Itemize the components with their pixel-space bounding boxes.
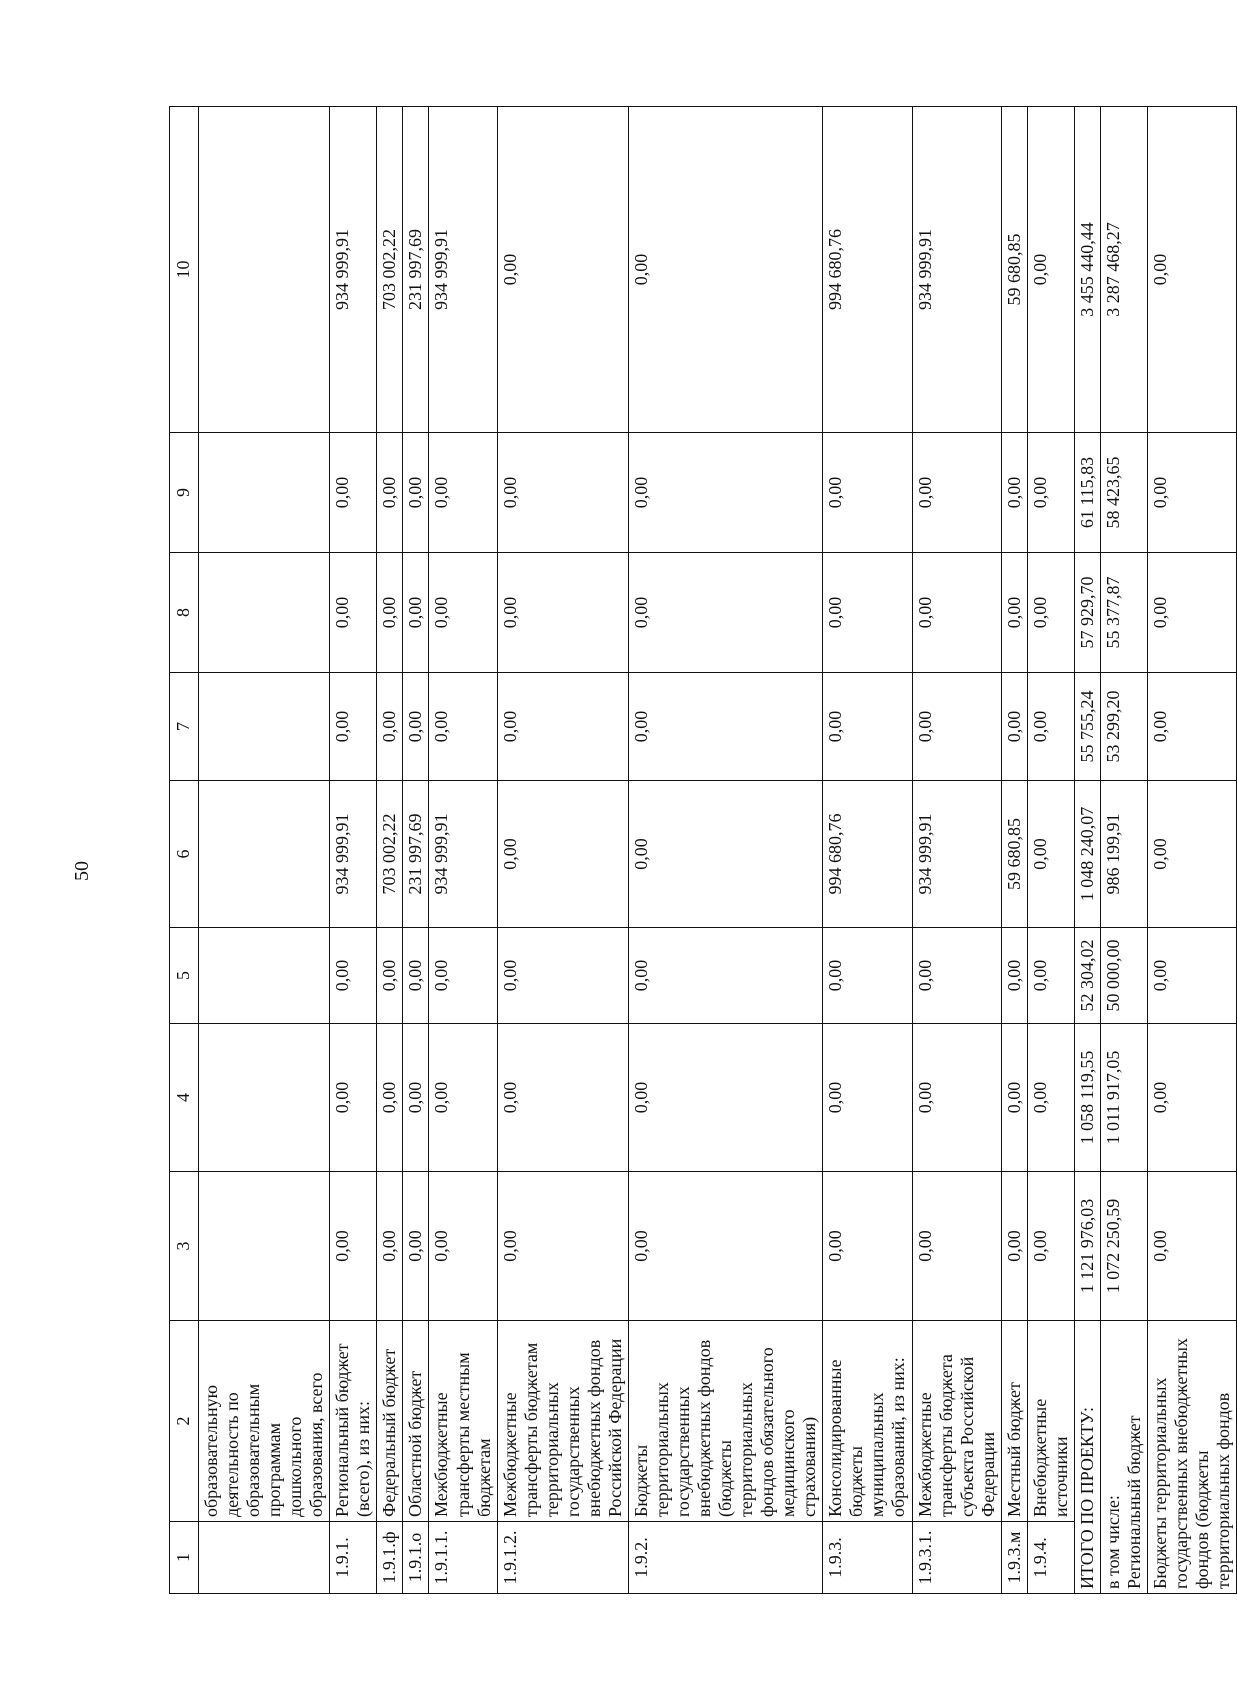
value-cell: 1 011 917,05 bbox=[1100, 1024, 1147, 1172]
value-cell: 0,00 bbox=[1027, 1024, 1074, 1172]
value-cell: 0,00 bbox=[403, 673, 429, 781]
value-cell: 61 115,83 bbox=[1074, 433, 1100, 553]
row-label: Консолидированные бюджеты муниципальных образований, из них: bbox=[823, 1321, 912, 1522]
value-cell: 0,00 bbox=[823, 1024, 912, 1172]
row-label: Региональный бюджет (всего), из них: bbox=[330, 1321, 377, 1522]
value-cell: 0,00 bbox=[912, 673, 1001, 781]
value-cell: 986 199,91 bbox=[1100, 781, 1147, 928]
value-cell: 0,00 bbox=[377, 1172, 403, 1321]
table-row bbox=[1001, 107, 1027, 1594]
row-label: Бюджеты территориальных государственных внебюджетных фондов (бюджеты территориальных фондов обязательного медицинского страхования) bbox=[628, 1321, 822, 1522]
value-cell: 3 455 440,44 bbox=[1074, 107, 1100, 433]
value-cell: 0,00 bbox=[1027, 673, 1074, 781]
value-cell: 0,00 bbox=[403, 553, 429, 673]
value-cell: 0,00 bbox=[628, 1172, 822, 1321]
value-cell: 0,00 bbox=[628, 107, 822, 433]
row-label: Межбюджетные трансферты бюджетам территориальных государственных внебюджетных фондов Российской Федерации bbox=[497, 1321, 628, 1522]
value-cell: 0,00 bbox=[912, 1024, 1001, 1172]
value-cell: 1 072 250,59 bbox=[1100, 1172, 1147, 1321]
row-code: 1.9.1.ф bbox=[377, 1522, 403, 1594]
value-cell: 0,00 bbox=[1147, 673, 1236, 781]
value-cell: 0,00 bbox=[497, 928, 628, 1024]
header-row bbox=[170, 107, 199, 1594]
value-cell: 0,00 bbox=[628, 928, 822, 1024]
value-cell: 0,00 bbox=[823, 433, 912, 553]
value-cell: 0,00 bbox=[1147, 1024, 1236, 1172]
value-cell: 0,00 bbox=[429, 928, 497, 1024]
value-cell: 0,00 bbox=[403, 1172, 429, 1321]
value-cell: 994 680,76 bbox=[823, 781, 912, 928]
value-cell: 0,00 bbox=[1001, 1172, 1027, 1321]
value-cell: 0,00 bbox=[377, 928, 403, 1024]
header-col-9: 9 bbox=[170, 433, 199, 553]
value-cell bbox=[199, 1172, 330, 1321]
value-cell: 0,00 bbox=[1027, 781, 1074, 928]
value-cell: 0,00 bbox=[912, 433, 1001, 553]
row-label: образовательную деятельность по образовательным программам дошкольного образования, всего bbox=[199, 1321, 330, 1522]
value-cell: 0,00 bbox=[628, 1024, 822, 1172]
value-cell: 0,00 bbox=[377, 553, 403, 673]
value-cell: 0,00 bbox=[429, 1172, 497, 1321]
value-cell: 0,00 bbox=[1001, 1024, 1027, 1172]
value-cell: 0,00 bbox=[1147, 1172, 1236, 1321]
value-cell: 1 058 119,55 bbox=[1074, 1024, 1100, 1172]
header-col-5: 5 bbox=[170, 928, 199, 1024]
table-row bbox=[497, 107, 628, 1594]
value-cell: 0,00 bbox=[429, 433, 497, 553]
value-cell: 0,00 bbox=[1001, 928, 1027, 1024]
value-cell: 1 121 976,03 bbox=[1074, 1172, 1100, 1321]
row-label: Межбюджетные трансферты местным бюджетам bbox=[429, 1321, 497, 1522]
table-row bbox=[199, 107, 330, 1594]
value-cell: 58 423,65 bbox=[1100, 433, 1147, 553]
row-code bbox=[199, 1522, 330, 1594]
value-cell: 0,00 bbox=[497, 107, 628, 433]
value-cell: 0,00 bbox=[497, 673, 628, 781]
value-cell: 934 999,91 bbox=[330, 781, 377, 928]
row-code: 1.9.3.м bbox=[1001, 1522, 1027, 1594]
row-label: Межбюджетные трансферты бюджета субъекта Российской Федерации bbox=[912, 1321, 1001, 1522]
value-cell: 57 929,70 bbox=[1074, 553, 1100, 673]
value-cell: 0,00 bbox=[628, 433, 822, 553]
value-cell: 53 299,20 bbox=[1100, 673, 1147, 781]
value-cell: 0,00 bbox=[497, 553, 628, 673]
value-cell: 50 000,00 bbox=[1100, 928, 1147, 1024]
value-cell: 59 680,85 bbox=[1001, 781, 1027, 928]
value-cell: 0,00 bbox=[1147, 553, 1236, 673]
row-label: Областной бюджет bbox=[403, 1321, 429, 1522]
value-cell bbox=[199, 433, 330, 553]
breakdown-row bbox=[1147, 107, 1236, 1594]
value-cell: 0,00 bbox=[429, 673, 497, 781]
value-cell: 0,00 bbox=[628, 673, 822, 781]
value-cell: 0,00 bbox=[628, 781, 822, 928]
value-cell: 0,00 bbox=[1147, 433, 1236, 553]
header-col-6: 6 bbox=[170, 781, 199, 928]
value-cell: 0,00 bbox=[497, 781, 628, 928]
value-cell: 703 002,22 bbox=[377, 107, 403, 433]
rotated-table-container bbox=[169, 107, 1234, 1594]
value-cell: 0,00 bbox=[1001, 553, 1027, 673]
total-label: ИТОГО ПО ПРОЕКТУ: bbox=[1074, 1321, 1100, 1594]
value-cell bbox=[199, 107, 330, 433]
value-cell: 934 999,91 bbox=[912, 107, 1001, 433]
total-row bbox=[1074, 107, 1100, 1594]
value-cell: 55 377,87 bbox=[1100, 553, 1147, 673]
value-cell: 0,00 bbox=[823, 928, 912, 1024]
value-cell: 59 680,85 bbox=[1001, 107, 1027, 433]
header-col-4: 4 bbox=[170, 1024, 199, 1172]
row-code: 1.9.4. bbox=[1027, 1522, 1074, 1594]
header-col-8: 8 bbox=[170, 553, 199, 673]
value-cell: 0,00 bbox=[330, 553, 377, 673]
value-cell: 0,00 bbox=[497, 1024, 628, 1172]
value-cell: 0,00 bbox=[403, 433, 429, 553]
value-cell: 0,00 bbox=[330, 928, 377, 1024]
row-code: 1.9.1.2. bbox=[497, 1522, 628, 1594]
value-cell: 0,00 bbox=[1027, 928, 1074, 1024]
value-cell: 231 997,69 bbox=[403, 781, 429, 928]
header-col-2: 2 bbox=[170, 1321, 199, 1522]
value-cell: 0,00 bbox=[823, 553, 912, 673]
row-code: 1.9.1.о bbox=[403, 1522, 429, 1594]
value-cell: 0,00 bbox=[1147, 781, 1236, 928]
value-cell: 0,00 bbox=[1147, 928, 1236, 1024]
table-row bbox=[403, 107, 429, 1594]
row-label: Внебюджетные источники bbox=[1027, 1321, 1074, 1522]
value-cell: 0,00 bbox=[912, 553, 1001, 673]
table-body bbox=[170, 107, 1237, 1594]
value-cell: 0,00 bbox=[330, 433, 377, 553]
row-label: Местный бюджет bbox=[1001, 1321, 1027, 1522]
value-cell: 934 999,91 bbox=[330, 107, 377, 433]
value-cell: 0,00 bbox=[429, 553, 497, 673]
value-cell: 934 999,91 bbox=[912, 781, 1001, 928]
value-cell: 934 999,91 bbox=[429, 781, 497, 928]
breakdown-label: Бюджеты территориальных государственных внебюджетных фондов (бюджеты территориальных фондов bbox=[1147, 1321, 1236, 1594]
header-col-7: 7 bbox=[170, 673, 199, 781]
value-cell: 52 304,02 bbox=[1074, 928, 1100, 1024]
value-cell: 0,00 bbox=[330, 1024, 377, 1172]
value-cell: 0,00 bbox=[497, 1172, 628, 1321]
value-cell: 0,00 bbox=[377, 1024, 403, 1172]
value-cell bbox=[199, 1024, 330, 1172]
value-cell: 0,00 bbox=[1147, 107, 1236, 433]
value-cell: 0,00 bbox=[403, 928, 429, 1024]
value-cell: 0,00 bbox=[429, 1024, 497, 1172]
value-cell: 0,00 bbox=[377, 673, 403, 781]
value-cell bbox=[199, 781, 330, 928]
table-row bbox=[429, 107, 497, 1594]
value-cell bbox=[199, 928, 330, 1024]
value-cell: 0,00 bbox=[1027, 433, 1074, 553]
row-code: 1.9.1.1. bbox=[429, 1522, 497, 1594]
value-cell bbox=[199, 553, 330, 673]
row-code: 1.9.3. bbox=[823, 1522, 912, 1594]
value-cell: 934 999,91 bbox=[429, 107, 497, 433]
value-cell: 3 287 468,27 bbox=[1100, 107, 1147, 433]
budget-table bbox=[169, 106, 1237, 1594]
value-cell: 0,00 bbox=[330, 673, 377, 781]
value-cell: 0,00 bbox=[1027, 1172, 1074, 1321]
row-code: 1.9.3.1. bbox=[912, 1522, 1001, 1594]
value-cell: 0,00 bbox=[823, 1172, 912, 1321]
value-cell: 0,00 bbox=[1027, 553, 1074, 673]
header-col-3: 3 bbox=[170, 1172, 199, 1321]
value-cell: 55 755,24 bbox=[1074, 673, 1100, 781]
row-label: Федеральный бюджет bbox=[377, 1321, 403, 1522]
breakdown-label: в том числе: Региональный бюджет bbox=[1100, 1321, 1147, 1594]
table-row bbox=[823, 107, 912, 1594]
table-row bbox=[912, 107, 1001, 1594]
value-cell: 994 680,76 bbox=[823, 107, 912, 433]
row-code: 1.9.1. bbox=[330, 1522, 377, 1594]
table-row bbox=[628, 107, 822, 1594]
row-code: 1.9.2. bbox=[628, 1522, 822, 1594]
value-cell: 231 997,69 bbox=[403, 107, 429, 433]
header-col-10: 10 bbox=[170, 107, 199, 433]
value-cell: 1 048 240,07 bbox=[1074, 781, 1100, 928]
table-row bbox=[330, 107, 377, 1594]
table-row bbox=[377, 107, 403, 1594]
page-number: 50 bbox=[71, 861, 93, 881]
value-cell: 0,00 bbox=[1001, 673, 1027, 781]
breakdown-row bbox=[1100, 107, 1147, 1594]
value-cell: 0,00 bbox=[377, 433, 403, 553]
table-row bbox=[1027, 107, 1074, 1594]
value-cell: 703 002,22 bbox=[377, 781, 403, 928]
value-cell: 0,00 bbox=[497, 433, 628, 553]
value-cell: 0,00 bbox=[912, 928, 1001, 1024]
value-cell bbox=[199, 673, 330, 781]
value-cell: 0,00 bbox=[912, 1172, 1001, 1321]
value-cell: 0,00 bbox=[1027, 107, 1074, 433]
value-cell: 0,00 bbox=[1001, 433, 1027, 553]
value-cell: 0,00 bbox=[628, 553, 822, 673]
header-col-1: 1 bbox=[170, 1522, 199, 1594]
value-cell: 0,00 bbox=[330, 1172, 377, 1321]
value-cell: 0,00 bbox=[823, 673, 912, 781]
value-cell: 0,00 bbox=[403, 1024, 429, 1172]
